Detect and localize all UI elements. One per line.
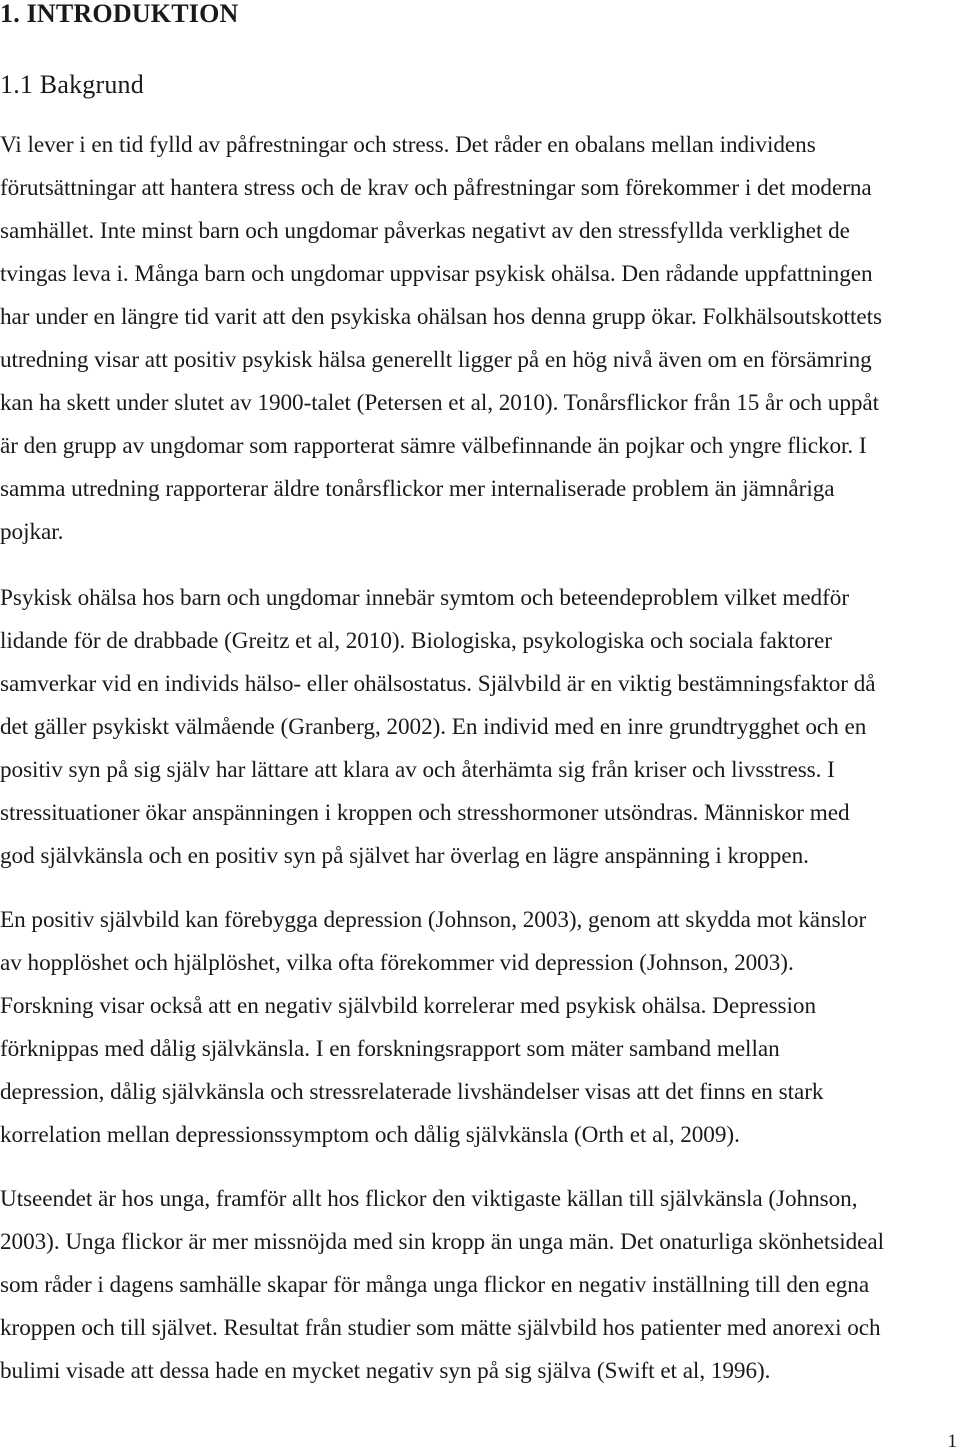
- paragraph-line: En positiv självbild kan förebygga depression (Johnson, 2003), genom att skydda mot känslor: [0, 907, 867, 933]
- paragraph-line: Forskning visar också att en negativ självbild korrelerar med psykisk ohälsa. Depression: [0, 993, 816, 1019]
- paragraph-line: det gäller psykiskt välmående (Granberg, 2002). En individ med en inre grundtrygghet och en: [0, 714, 867, 740]
- paragraph-line: Psykisk ohälsa hos barn och ungdomar innebär symtom och beteendeproblem vilket medför: [0, 585, 849, 611]
- paragraph-line: stressituationer ökar anspänningen i kroppen och stresshormoner utsöndras. Människor med: [0, 800, 850, 826]
- paragraph-line: Vi lever i en tid fylld av påfrestningar och stress. Det råder en obalans mellan individens: [0, 132, 816, 158]
- paragraph-line: lidande för de drabbade (Greitz et al, 2010). Biologiska, psykologiska och sociala faktorer: [0, 628, 832, 654]
- paragraph-line: tvingas leva i. Många barn och ungdomar uppvisar psykisk ohälsa. Den rådande uppfattningen: [0, 261, 873, 287]
- paragraph-line: förutsättningar att hantera stress och de krav och påfrestningar som förekommer i det moderna: [0, 175, 872, 201]
- paragraph-line: bulimi visade att dessa hade en mycket negativ syn på sig själva (Swift et al, 1996).: [0, 1358, 771, 1384]
- paragraph-line: som råder i dagens samhälle skapar för många unga flickor en negativ inställning till den egna: [0, 1272, 870, 1298]
- paragraph-line: depression, dålig självkänsla och stressrelaterade livshändelser visas att det finns en stark: [0, 1079, 824, 1105]
- paragraph-line: samhället. Inte minst barn och ungdomar påverkas negativt av den stressfyllda verklighet de: [0, 218, 850, 244]
- paragraph-line: 2003). Unga flickor är mer missnöjda med sin kropp än unga män. Det onaturliga skönhetsideal: [0, 1229, 885, 1255]
- section-heading: 1.1 Bakgrund: [0, 70, 144, 99]
- paragraph-line: korrelation mellan depressionssymptom och dålig självkänsla (Orth et al, 2009).: [0, 1122, 740, 1148]
- paragraph-line: samma utredning rapporterar äldre tonårsflickor mer internaliserade problem än jämnåriga: [0, 476, 835, 502]
- paragraph-line: kan ha skett under slutet av 1900-talet (Petersen et al, 2010). Tonårsflickor från 15 år och uppåt: [0, 390, 880, 416]
- paragraph-line: kroppen och till självet. Resultat från studier som mätte självbild hos patienter med anorexi och: [0, 1315, 881, 1341]
- chapter-heading: 1. INTRODUKTION: [0, 0, 239, 28]
- page-number: 1: [947, 1431, 957, 1452]
- paragraph-line: av hopplöshet och hjälplöshet, vilka ofta förekommer vid depression (Johnson, 2003).: [0, 950, 794, 976]
- paragraph-line: Utseendet är hos unga, framför allt hos flickor den viktigaste källan till självkänsla (Johnson,: [0, 1186, 858, 1212]
- paragraph-line: samverkar vid en individs hälso- eller ohälsostatus. Självbild är en viktig bestämningsfaktor då: [0, 671, 876, 697]
- paragraph-line: positiv syn på sig själv har lättare att klara av och återhämta sig från kriser och livsstress. I: [0, 757, 835, 783]
- paragraph-line: god självkänsla och en positiv syn på självet har överlag en lägre anspänning i kroppen.: [0, 843, 809, 869]
- paragraph-line: har under en längre tid varit att den psykiska ohälsan hos denna grupp ökar. Folkhälsoutskottets: [0, 304, 882, 330]
- paragraph-line: pojkar.: [0, 519, 64, 545]
- paragraph-line: förknippas med dålig självkänsla. I en forskningsrapport som mäter samband mellan: [0, 1036, 780, 1062]
- paragraph-line: utredning visar att positiv psykisk hälsa generellt ligger på en hög nivå även om en försämring: [0, 347, 872, 373]
- paragraph-line: är den grupp av ungdomar som rapporterat sämre välbefinnande än pojkar och yngre flickor. I: [0, 433, 867, 459]
